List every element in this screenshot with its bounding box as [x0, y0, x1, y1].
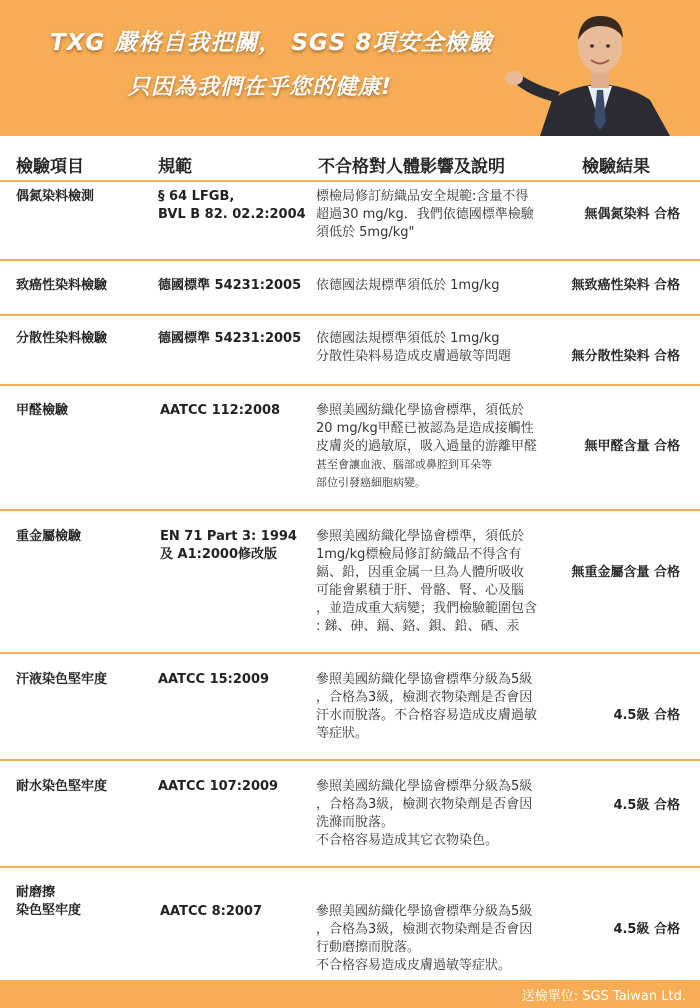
row-6-description: 參照美國紡織化學協會標準分級為5級 ，合格為3級，檢測衣物染劑是否會因 汗水而脫落。不合格容易造成皮膚過敏 等症狀。 [316, 672, 538, 741]
row-divider [0, 509, 700, 511]
row-6-item: 汗液染色堅牢度 [16, 672, 108, 687]
row-1-result: 無偶氮染料 合格 [584, 207, 680, 222]
row-5-standard: EN 71 Part 3: 1994 及 A1:2000修改版 [160, 529, 297, 562]
row-6-result: 4.5級 合格 [613, 708, 680, 723]
row-1-item: 偶氮染料檢測 [16, 189, 95, 204]
row-6-standard: AATCC 15:2009 [158, 672, 270, 687]
row-7-result: 4.5級 合格 [613, 798, 680, 813]
header-divider [0, 180, 700, 182]
row-2-item: 致癌性染料檢驗 [16, 278, 108, 293]
row-2-standard: 德國標準 54231:2005 [158, 278, 302, 293]
header-banner [0, 0, 700, 136]
banner-title-line2: 只因為我們在乎您的健康! [128, 75, 393, 100]
row-5-item: 重金屬檢驗 [16, 529, 82, 544]
row-divider [0, 759, 700, 761]
row-3-result: 無分散性染料 合格 [571, 349, 680, 364]
header-result: 檢驗結果 [582, 157, 650, 177]
row-8-item: 耐磨擦 染色堅牢度 [16, 885, 82, 918]
banner-title-line1: TXG 嚴格自我把關， SGS 8項安全檢驗 [50, 30, 493, 56]
businessman-illustration [500, 4, 700, 136]
footer-bar [0, 980, 700, 1008]
row-7-description: 參照美國紡織化學協會標準分級為5級 ，合格為3級，檢測衣物染劑是否會因 洗滌而脫落。 不合格容易造成其它衣物染色。 [316, 779, 533, 848]
row-3-description: 依德國法規標準須低於 1mg/kg 分散性染料易造成皮膚過敏等問題 [316, 331, 512, 364]
row-7-item: 耐水染色堅牢度 [16, 779, 108, 794]
row-7-standard: AATCC 107:2009 [158, 779, 279, 794]
row-2-description: 依德國法規標準須低於 1mg/kg [316, 278, 500, 293]
row-4-description: 參照美國紡織化學協會標準，須低於 20 mg/kg甲醛已被認為是造成接觸性 皮膚炎的過敏原，吸入過量的游離甲醛 甚至會讓血液、腦部或鼻腔到耳朵等 部位引發癌細胞病變。 [316, 403, 538, 489]
row-divider [0, 314, 700, 316]
row-divider [0, 652, 700, 654]
row-1-description: 標檢局修訂紡織品安全規範:含量不得 超過30 mg/kg．我們依德國標準檢驗 須低於 5mg/kg" [316, 189, 534, 240]
header-description: 不合格對人體影響及說明 [318, 157, 505, 177]
header-standard: 規範 [158, 157, 192, 177]
row-8-description: 參照美國紡織化學協會標準分級為5級 ，合格為3級，檢測衣物染劑是否會因 行動磨擦而脫落。 不合格容易造成皮膚過敏等症狀。 [316, 904, 533, 973]
header-item: 檢驗項目 [16, 157, 84, 177]
row-5-description: 參照美國紡織化學協會標準，須低於 1mg/kg標檢局修訂紡織品不得含有 鎘、鉛，因重金属一旦為人體所吸收 可能會累積于肝、骨骼、腎、心及腦 ，並造成重大病變；我們檢驗範圍包含 : 銻、砷、鎘、鉻、鋇、鉛、硒、汞 [316, 529, 538, 634]
footer-lab-text: 送檢單位: SGS Taiwan Ltd. [521, 989, 686, 1004]
row-4-result: 無甲醛含量 合格 [584, 439, 680, 454]
row-divider [0, 384, 700, 386]
row-3-item: 分散性染料檢驗 [16, 331, 108, 346]
row-3-standard: 德國標準 54231:2005 [158, 331, 302, 346]
row-5-result: 無重金屬含量 合格 [571, 565, 680, 580]
row-8-standard: AATCC 8:2007 [160, 904, 263, 919]
row-divider [0, 866, 700, 868]
row-8-result: 4.5級 合格 [613, 922, 680, 937]
row-4-standard: AATCC 112:2008 [160, 403, 281, 418]
row-2-result: 無致癌性染料 合格 [571, 278, 680, 293]
row-4-item: 甲醛檢驗 [16, 403, 69, 418]
row-1-standard: § 64 LFGB, BVL B 82. 02.2:2004 [158, 189, 306, 222]
row-divider [0, 259, 700, 261]
